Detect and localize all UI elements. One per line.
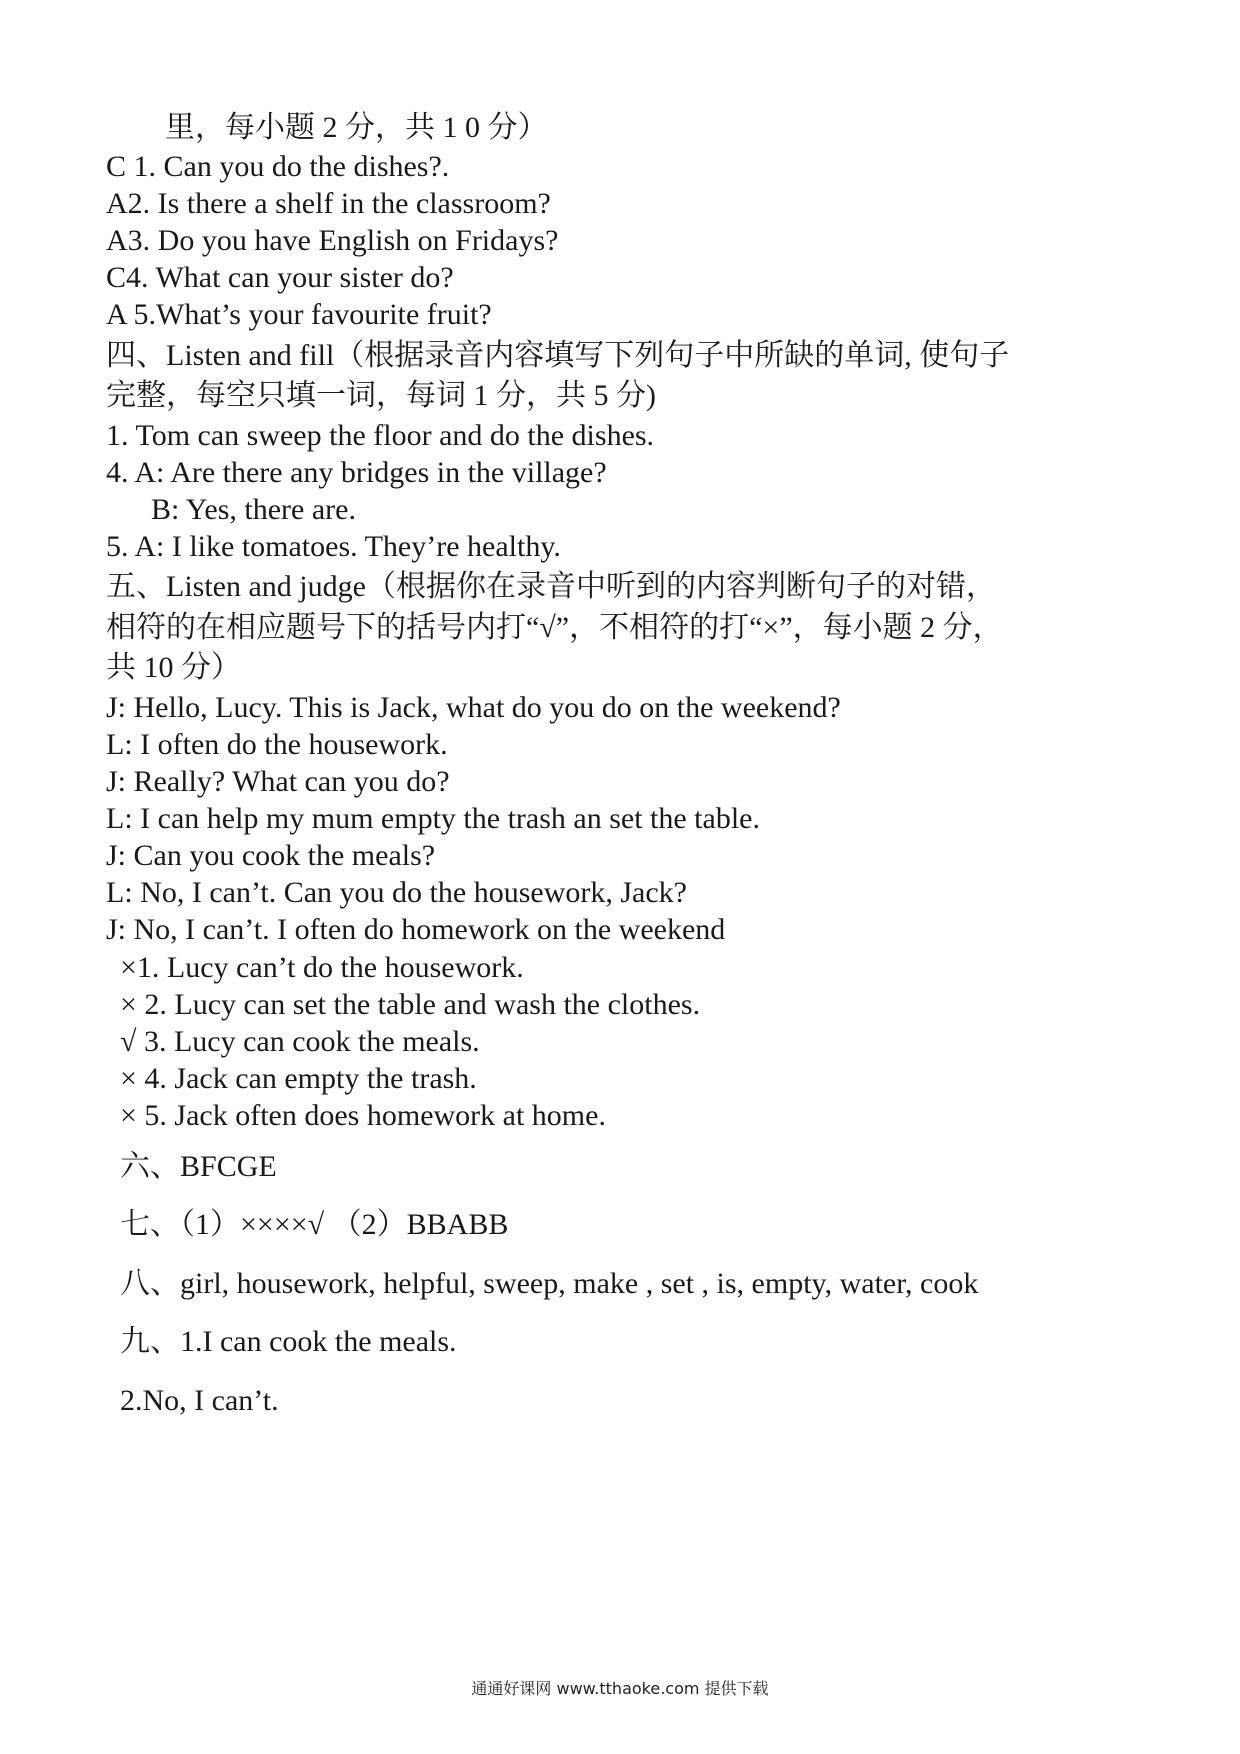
dialogue-line: J: Can you cook the meals? xyxy=(106,839,436,872)
answer-line: B: Yes, there are. xyxy=(151,493,356,526)
dialogue-line: J: No, I can’t. I often do homework on the weekend xyxy=(106,913,726,946)
dialogue-line: L: I often do the housework. xyxy=(106,728,448,761)
section-9-answer: 九、1.I can cook the meals. xyxy=(120,1325,457,1358)
section-9-answer: 2.No, I can’t. xyxy=(120,1384,279,1417)
section-4-instruction: 完整，每空只填一词，每词 1 分，共 5 分) xyxy=(106,379,656,412)
judge-answer: × 2. Lucy can set the table and wash the clothes. xyxy=(120,988,701,1021)
judge-answer: × 5. Jack often does homework at home. xyxy=(120,1099,606,1132)
section-4-heading: 四、Listen and fill（根据录音内容填写下列句子中所缺的单词, 使句子 xyxy=(106,339,1010,372)
dialogue-line: L: I can help my mum empty the trash an set the table. xyxy=(106,802,760,835)
answer-line: A3. Do you have English on Fridays? xyxy=(106,224,559,257)
answer-line: 4. A: Are there any bridges in the village? xyxy=(106,456,607,489)
section-6-answer: 六、BFCGE xyxy=(120,1150,277,1183)
judge-answer: √ 3. Lucy can cook the meals. xyxy=(120,1025,480,1058)
judge-answer: ×1. Lucy can’t do the housework. xyxy=(120,951,524,984)
section-5-instruction: 共 10 分） xyxy=(106,651,241,684)
dialogue-line: J: Really? What can you do? xyxy=(106,765,450,798)
answer-line: 1. Tom can sweep the floor and do the dishes. xyxy=(106,419,655,452)
section-8-answer: 八、girl, housework, helpful, sweep, make , set , is, empty, water, cook xyxy=(120,1267,979,1300)
answer-line: C 1. Can you do the dishes?. xyxy=(106,150,450,183)
answer-line: C4. What can your sister do? xyxy=(106,261,454,294)
section-3-instruction-tail: 里，每小题 2 分，共 1 0 分） xyxy=(165,111,548,144)
section-5-heading: 五、Listen and judge（根据你在录音中听到的内容判断句子的对错， xyxy=(106,570,996,603)
section-7-answer: 七、（1）××××√ （2）BBABB xyxy=(120,1208,509,1241)
dialogue-line: L: No, I can’t. Can you do the housework, Jack? xyxy=(106,876,687,909)
answer-line: A2. Is there a shelf in the classroom? xyxy=(106,187,551,220)
page-footer: 通通好课网 www.tthaoke.com 提供下载 xyxy=(471,1679,769,1698)
judge-answer: × 4. Jack can empty the trash. xyxy=(120,1062,477,1095)
answer-line: A 5.What’s your favourite fruit? xyxy=(106,298,492,331)
dialogue-line: J: Hello, Lucy. This is Jack, what do you do on the weekend? xyxy=(106,691,841,724)
answer-line: 5. A: I like tomatoes. They’re healthy. xyxy=(106,530,561,563)
section-5-instruction: 相符的在相应题号下的括号内打“√”，不相符的打“×”，每小题 2 分， xyxy=(106,611,1003,644)
